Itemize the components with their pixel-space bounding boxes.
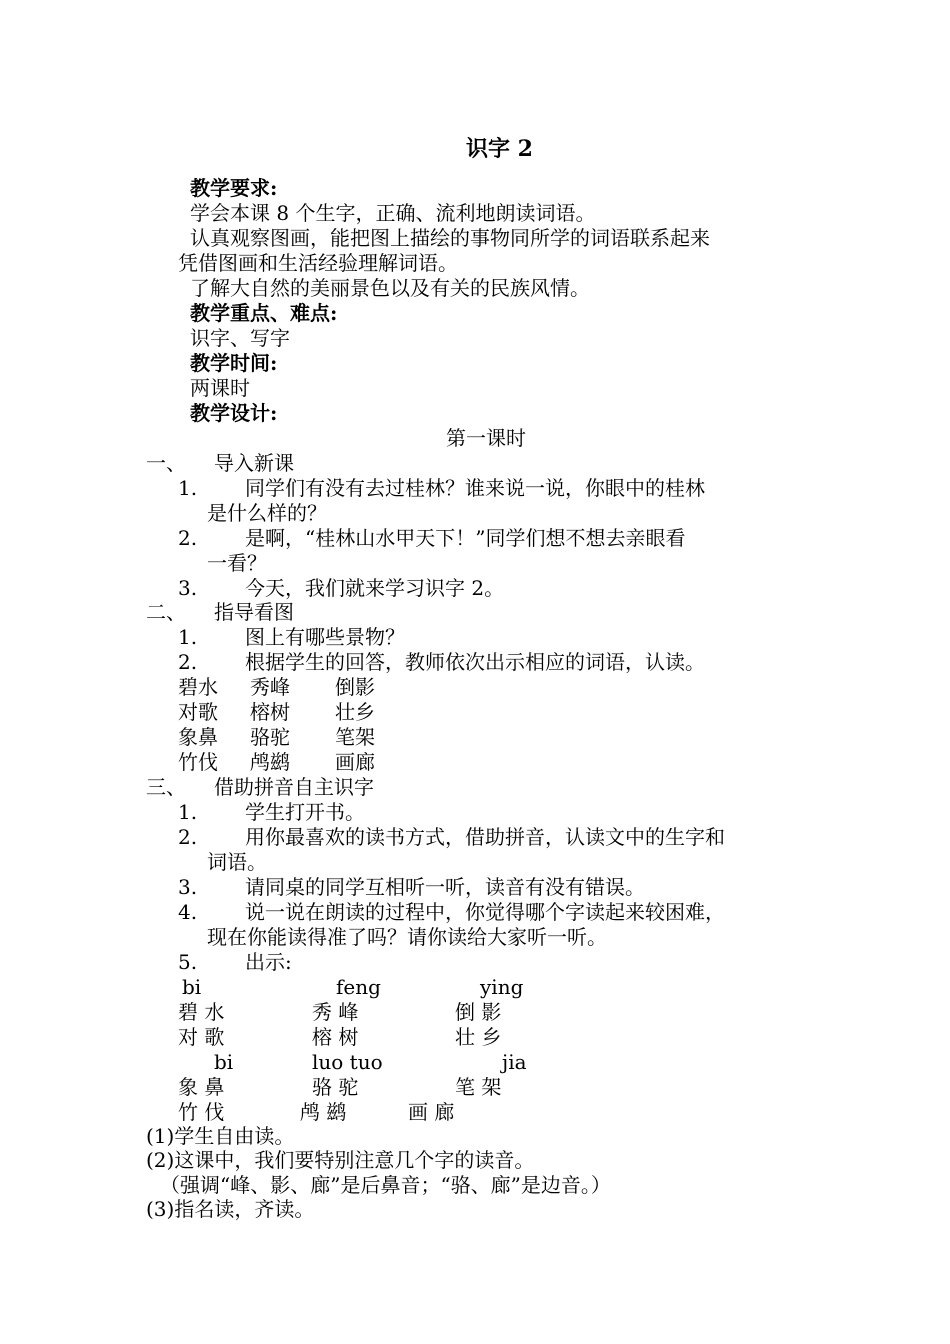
item-text-cont: 是什么样的？	[207, 501, 327, 525]
key-points-heading: 教学重点、难点:	[190, 301, 338, 325]
item-number: 4.	[178, 900, 198, 924]
item-number: 1.	[178, 625, 198, 649]
step-line: (1)学生自由读。	[146, 1124, 295, 1148]
page-title: 识字 2	[466, 136, 533, 162]
vocab-word: 骆驼	[250, 725, 290, 749]
vocab-word: 笔架	[335, 725, 375, 749]
vocab-word: 对歌	[178, 700, 218, 724]
pinyin-label: ying	[480, 975, 524, 999]
item-text-cont: 一看？	[207, 551, 267, 575]
vocab-word: 壮 乡	[455, 1025, 502, 1049]
vocab-word: 榕树	[250, 700, 290, 724]
section-label: 借助拼音自主识字	[214, 775, 374, 799]
item-text: 请同桌的同学互相听一听，读音有没有错误。	[245, 875, 645, 899]
item-text: 出示:	[245, 950, 292, 974]
step-line: (3)指名读，齐读。	[146, 1197, 315, 1221]
vocab-word: 壮乡	[335, 700, 375, 724]
item-number: 2.	[178, 650, 198, 674]
vocab-word: 秀峰	[250, 675, 290, 699]
pinyin-label: jia	[502, 1050, 527, 1074]
item-number: 3.	[178, 875, 198, 899]
item-text: 根据学生的回答，教师依次出示相应的词语，认读。	[245, 650, 705, 674]
vocab-word: 鸬鹚	[250, 750, 290, 774]
section-label: 指导看图	[214, 600, 294, 624]
section-label: 导入新课	[214, 451, 294, 475]
item-number: 3.	[178, 576, 198, 600]
requirement-line: 认真观察图画，能把图上描绘的事物同所学的词语联系起来	[190, 226, 710, 250]
item-number: 1.	[178, 800, 198, 824]
vocab-word: 倒 影	[455, 1000, 502, 1024]
design-heading: 教学设计:	[190, 401, 278, 425]
requirement-line: 凭借图画和生活经验理解词语。	[178, 251, 458, 275]
pinyin-label: bi	[214, 1050, 234, 1074]
lesson-title: 第一课时	[446, 426, 526, 450]
vocab-word: 象鼻	[178, 725, 218, 749]
item-text: 说一说在朗读的过程中，你觉得哪个字读起来较困难，	[245, 900, 725, 924]
item-text-cont: 现在你能读得准了吗？请你读给大家听一听。	[207, 925, 607, 949]
vocab-word: 骆 驼	[312, 1075, 359, 1099]
item-text: 学生打开书。	[245, 800, 365, 824]
vocab-word: 对 歌	[178, 1025, 225, 1049]
item-text: 是啊，“桂林山水甲天下！”同学们想不想去亲眼看	[245, 526, 686, 550]
time-heading: 教学时间:	[190, 351, 278, 375]
section-number: 一、	[146, 451, 186, 475]
vocab-word: 象 鼻	[178, 1075, 225, 1099]
time-text: 两课时	[190, 376, 250, 400]
vocab-word: 碧水	[178, 675, 218, 699]
requirement-line: 学会本课 8 个生字，正确、流利地朗读词语。	[190, 201, 596, 225]
vocab-word: 画 廊	[408, 1100, 455, 1124]
item-text: 图上有哪些景物？	[245, 625, 405, 649]
step-line: （强调“峰、影、廊”是后鼻音；“骆、廊”是边音。）	[160, 1173, 611, 1197]
item-text: 今天，我们就来学习识字 2。	[245, 576, 505, 600]
item-number: 2.	[178, 526, 198, 550]
item-number: 2.	[178, 825, 198, 849]
item-text: 同学们有没有去过桂林？谁来说一说，你眼中的桂林	[245, 476, 705, 500]
vocab-word: 倒影	[335, 675, 375, 699]
requirements-heading: 教学要求:	[190, 176, 278, 200]
vocab-word: 碧 水	[178, 1000, 225, 1024]
item-text-cont: 词语。	[207, 850, 267, 874]
pinyin-label: luo tuo	[312, 1050, 383, 1074]
section-number: 三、	[146, 775, 186, 799]
vocab-word: 竹 伐	[178, 1100, 225, 1124]
step-line: (2)这课中，我们要特别注意几个字的读音。	[146, 1148, 535, 1172]
pinyin-label: bi	[182, 975, 202, 999]
requirement-line: 了解大自然的美丽景色以及有关的民族风情。	[190, 276, 590, 300]
vocab-word: 榕 树	[312, 1025, 359, 1049]
vocab-word: 画廊	[335, 750, 375, 774]
key-points-text: 识字、写字	[190, 326, 290, 350]
item-text: 用你最喜欢的读书方式，借助拼音，认读文中的生字和	[245, 825, 725, 849]
section-number: 二、	[146, 600, 186, 624]
pinyin-label: feng	[336, 975, 381, 999]
vocab-word: 竹伐	[178, 750, 218, 774]
item-number: 5.	[178, 950, 198, 974]
vocab-word: 鸬 鹚	[300, 1100, 347, 1124]
vocab-word: 秀 峰	[312, 1000, 359, 1024]
item-number: 1.	[178, 476, 198, 500]
vocab-word: 笔 架	[455, 1075, 502, 1099]
